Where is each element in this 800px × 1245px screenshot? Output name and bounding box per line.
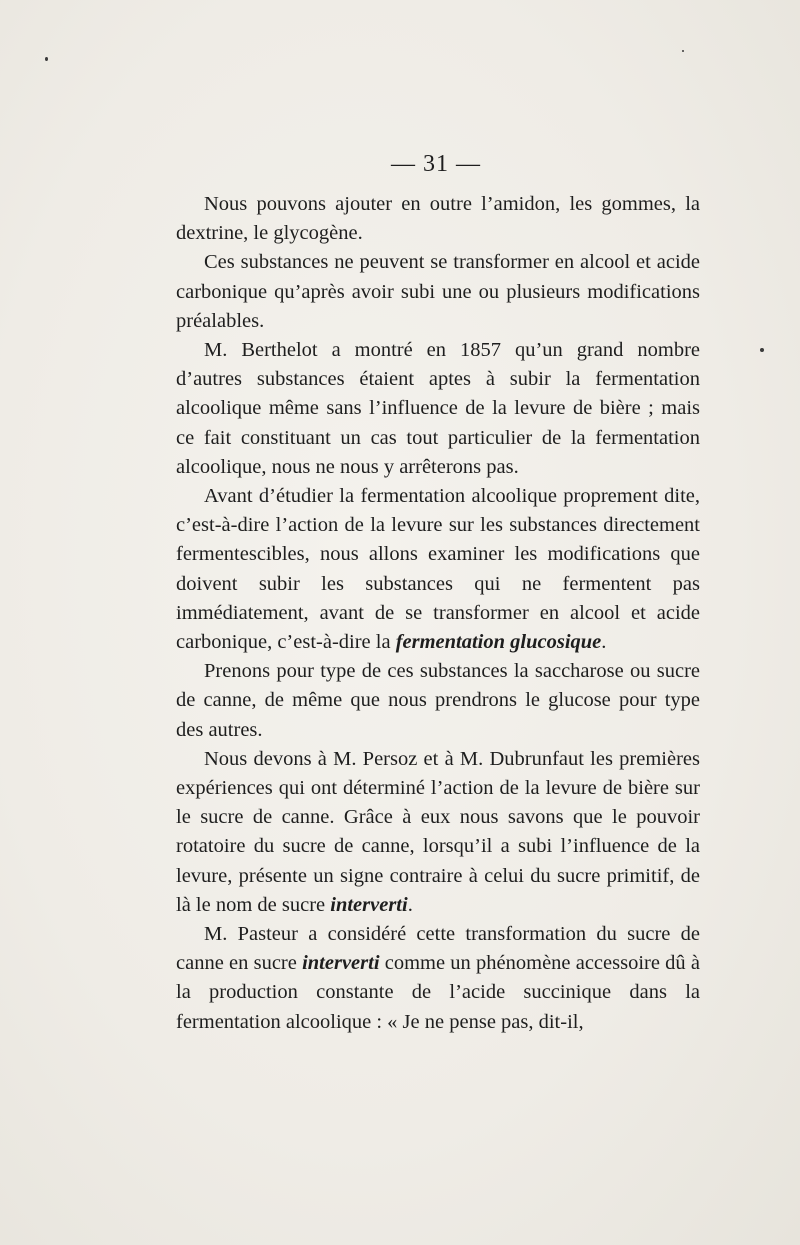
paragraph-7-text: M. Pasteur a considéré cette transformation du sucre de canne en sucre [176, 923, 700, 975]
paragraph-1: Nous pouvons ajouter en outre l’amidon, les gommes, la dextrine, le glycogène. [176, 193, 700, 245]
paragraph-4 [176, 482, 700, 657]
paragraph-6-text: Nous devons à M. Persoz et à M. Dubrunfaut les premières expériences qui ont déterminé l’action de la levure de bière sur le sucre de canne. Grâce à eux nous savons que le pouvoir rotatoire du sucre de canne, lorsqu’il a subi l’influence de la levure, présente un signe contraire à celui du sucre primitif, de là le nom de sucre [176, 747, 700, 916]
ink-speck [45, 57, 48, 61]
paragraph-4-text: Avant d’étudier la fermentation alcoolique proprement dite, c’est-à-dire l’action de la levure sur les substances directement fermentescibles, nous allons examiner les modifications que doivent subir les substances qui ne fermentent pas immédiatement, avant de se transformer en alcool et acide carbonique, c’est-à-dire la [176, 485, 700, 654]
page-number: — 31 — [391, 151, 481, 177]
body-text [176, 190, 700, 1037]
paragraph-5: Prenons pour type de ces substances la saccharose ou sucre de canne, de même que nous prendrons le glucose pour type des autres. [176, 660, 700, 741]
term-fermentation-glucosique: fermentation glucosique [395, 631, 602, 654]
paragraph-7-end: comme un phénomène accessoire dû à la production constante de l’acide succinique dans la fermentation alcoolique : « Je ne pense pas, dit-il, [176, 952, 701, 1033]
ink-speck [682, 50, 684, 52]
term-interverti: interverti [330, 893, 408, 916]
paragraph-3: M. Berthelot a montré en 1857 qu’un grand nombre d’autres substances étaient aptes à subir la fermentation alcoolique même sans l’influence de la levure de bière ; mais ce fait constituant un cas tout particulier de la fermentation alcoolique, nous ne nous y arrêterons pas. [176, 339, 700, 478]
paragraph-6-end: . [407, 893, 413, 916]
ink-speck [760, 348, 764, 352]
paragraph-4-end: . [601, 631, 607, 654]
paragraph-6 [176, 745, 700, 920]
paragraph-2: Ces substances ne peuvent se transformer en alcool et acide carbonique qu’après avoir subi une ou plusieurs modifications préalables. [176, 251, 700, 332]
paragraph-7 [176, 920, 700, 1037]
term-interverti-2: interverti [302, 952, 380, 975]
